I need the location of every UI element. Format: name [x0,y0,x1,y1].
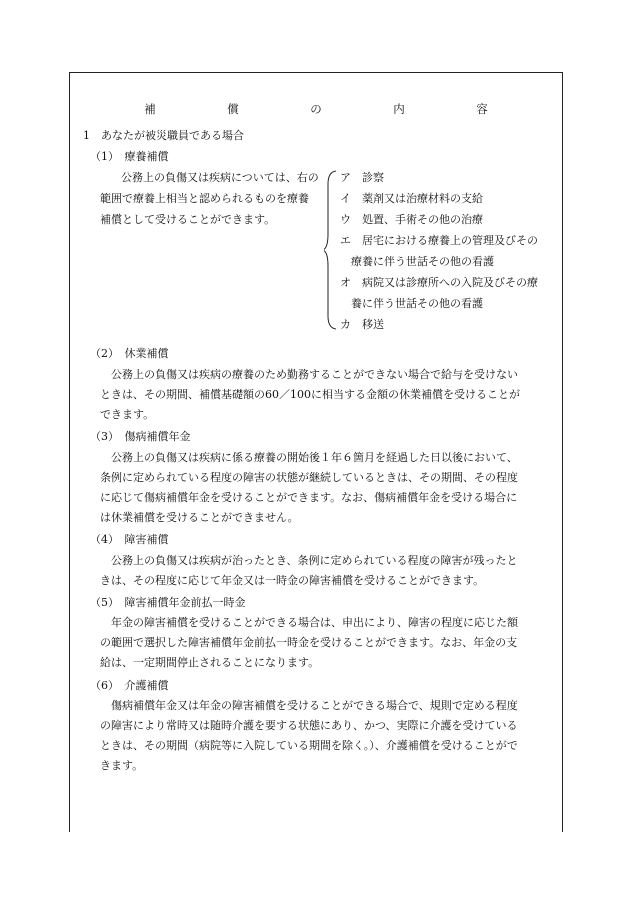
subsection-heading-ryoyo: （1） 療養補償 [90,150,169,163]
shogai-text-line: きは、その程度に応じて年金又は一時金の障害補償を受けることができます。 [100,574,485,587]
subsection-heading-maebarai: （5） 障害補償年金前払一時金 [90,596,246,609]
maebarai-text-line: 年金の障害補償を受けることができる場合は、申出により、障害の程度に応じた額 [100,616,518,629]
kaigo-text-line: ときは、その期間（病院等に入院している期間を除く。）、介護補償を受けることがで [100,739,518,752]
ryoyo-list-item: 療養に伴う世話その他の看護 [340,255,494,268]
kaigo-text-line: きます。 [100,759,144,772]
maebarai-text-line: の範囲で選択した障害補償年金前払一時金を受けることができます。なお、年金の支 [100,636,518,649]
shobyo-text-line: に応じて傷病補償年金を受けることができます。なお、傷病補償年金を受ける場合に [100,491,518,504]
kyugyo-text-line: ときは、その期間、補償基礎額の60／100に相当する金額の休業補償を受けることが [100,388,520,401]
shobyo-text-line: 条例に定められている程度の障害の状態が継続しているときは、その期間、その程度 [100,471,518,484]
subsection-heading-shogai: （4） 障害補償 [90,533,169,546]
page-title: 補 償 の 内 容 [144,102,518,116]
kaigo-text-line: の障害により常時又は随時介護を要する状態にあり、かつ、実際に介護を受けている [100,719,518,732]
section-heading: 1 あなたが被災職員である場合 [83,129,244,142]
ryoyo-list-item: カ 移送 [340,318,384,331]
subsection-heading-kaigo: （6） 介護補償 [90,679,169,692]
ryoyo-text-line: 公務上の負傷又は疾病については、右の [121,171,319,184]
shobyo-text-line: は休業補償を受けることができません。 [100,511,299,524]
shogai-text-line: 公務上の負傷又は疾病が治ったとき、条例に定められている程度の障害が残ったと [100,554,518,567]
ryoyo-list-item: ウ 処置、手術その他の治療 [340,213,483,226]
ryoyo-list-item: エ 居宅における療養上の管理及びその [340,234,538,247]
subsection-heading-kyugyo: （2） 休業補償 [90,347,169,360]
ryoyo-text-line: 補償として受けることができます。 [100,213,276,226]
kaigo-text-line: 傷病補償年金又は年金の障害補償を受けることができる場合で、規則で定める程度 [100,699,518,712]
ryoyo-list-item: ア 診察 [340,171,384,184]
ryoyo-list-item: イ 薬剤又は治療材料の支給 [340,192,483,205]
ryoyo-list-item: 養に伴う世話その他の看護 [340,297,483,310]
shobyo-text-line: 公務上の負傷又は疾病に係る療養の開始後１年６箇月を経過した日以後において、 [100,451,518,464]
kyugyo-text-line: 公務上の負傷又は疾病の療養のため勤務することができない場合で給与を受けない [100,368,518,381]
maebarai-text-line: 給は、一定期間停止されることになります。 [100,656,320,669]
subsection-heading-shobyo: （3） 傷病補償年金 [90,430,191,443]
ryoyo-text-line: 範囲で療養上相当と認められるものを療養 [100,192,309,205]
ryoyo-list-item: オ 病院又は診療所への入院及びその療 [340,276,538,289]
kyugyo-text-line: できます。 [100,408,155,421]
curly-brace-icon [324,170,338,330]
